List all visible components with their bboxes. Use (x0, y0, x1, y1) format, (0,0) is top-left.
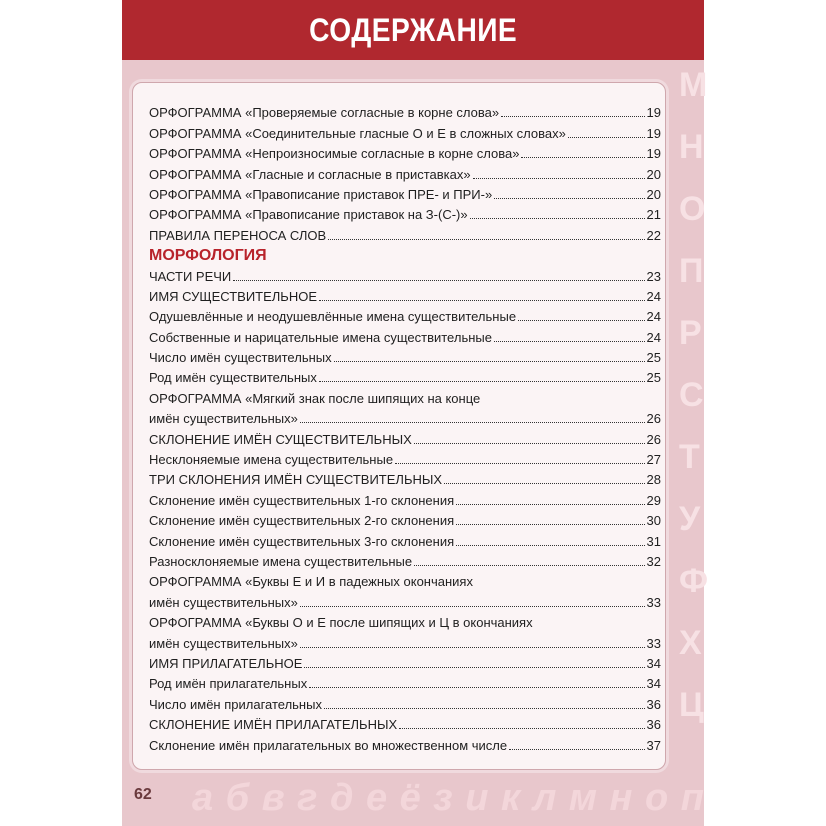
dot-leader (473, 178, 645, 179)
dot-leader (568, 137, 645, 138)
dot-leader (233, 280, 644, 281)
toc-page-number: 34 (646, 676, 661, 692)
dot-leader (456, 524, 644, 525)
dot-leader (509, 749, 644, 750)
bottom-letter: е (365, 776, 388, 819)
bottom-letter: г (297, 776, 318, 819)
toc-page-number: 33 (646, 594, 661, 610)
side-letter-column (675, 66, 709, 766)
toc-entry-label: ОРФОГРАММА «Соединительные гласные О и Е в сложных словах» (149, 125, 566, 141)
side-letter: Ф (679, 562, 709, 600)
dot-leader (456, 545, 644, 546)
toc-page-number: 19 (646, 146, 661, 162)
toc-page-number: 20 (646, 186, 661, 202)
dot-leader (470, 218, 645, 219)
toc-entry (149, 713, 661, 733)
dot-leader (300, 606, 645, 607)
toc-entry-label: Одушевлённые и неодушевлённые имена существительные (149, 309, 517, 325)
toc-entry (149, 203, 661, 223)
toc-entry (149, 162, 661, 182)
dot-leader (324, 708, 645, 709)
toc-page-number: 26 (646, 411, 661, 427)
dot-leader (494, 341, 645, 342)
toc-entry-label: Склонение имён существительных 2-го склонения (149, 513, 455, 529)
toc-entry-label: СКЛОНЕНИЕ ИМЁН СУЩЕСТВИТЕЛЬНЫХ (149, 431, 412, 447)
toc-entry (149, 550, 661, 570)
toc-page-number: 34 (646, 655, 661, 671)
book-page (122, 0, 709, 826)
section-label: МОРФОЛОГИЯ (149, 247, 267, 265)
toc-entry (149, 346, 661, 366)
side-letter: У (679, 500, 701, 538)
toc-page-number: 30 (646, 513, 661, 529)
toc-entry-label: Несклоняемые имена существительные (149, 452, 394, 468)
toc-section-heading (149, 244, 661, 264)
side-letter: Н (679, 128, 704, 166)
bottom-letter: м (568, 776, 597, 819)
toc-page-number: 27 (646, 452, 661, 468)
toc-page-number: 29 (646, 492, 661, 508)
toc-entry-label: имён существительных» (149, 594, 298, 610)
dot-leader (399, 728, 644, 729)
toc-entry (149, 509, 661, 529)
dot-leader (395, 463, 644, 464)
toc-entry-label: Число имён прилагательных (149, 696, 322, 712)
toc-entry-label: ПРАВИЛА ПЕРЕНОСА СЛОВ (149, 227, 327, 243)
toc-entry-label: ОРФОГРАММА «Проверяемые согласные в корне слова» (149, 105, 500, 121)
toc-entry-label: Число имён существительных (149, 350, 332, 366)
toc-entry (149, 264, 661, 284)
toc-entry-label: Склонение имён прилагательных во множественном числе (149, 737, 508, 753)
toc-entry (149, 366, 661, 386)
toc-entry-label: ТРИ СКЛОНЕНИЯ ИМЁН СУЩЕСТВИТЕЛЬНЫХ (149, 472, 443, 488)
dot-leader (456, 504, 644, 505)
toc-entry (149, 590, 661, 610)
toc-page-number: 22 (646, 227, 661, 243)
toc-entry-label: Собственные и нарицательные имена существительные (149, 329, 492, 345)
bottom-letter: к (500, 776, 521, 819)
toc-entry (149, 305, 661, 325)
toc-page-number: 33 (646, 635, 661, 651)
toc-entry (149, 101, 661, 121)
toc-page-number: 25 (646, 350, 661, 366)
dot-leader (494, 198, 644, 199)
dot-leader (414, 565, 644, 566)
toc-entry-line (149, 570, 661, 590)
toc-entry-label: СКЛОНЕНИЕ ИМЁН ПРИЛАГАТЕЛЬНЫХ (149, 717, 398, 733)
bottom-letter: ё (399, 776, 421, 819)
toc-entry-label: ОРФОГРАММА «Непроизносимые согласные в корне слова» (149, 146, 520, 162)
toc-page-number: 21 (646, 207, 661, 223)
dot-leader (300, 647, 645, 648)
dot-leader (518, 320, 644, 321)
toc-entry-label: ОРФОГРАММА «Гласные и согласные в приставках» (149, 166, 471, 182)
bottom-letter: п (680, 776, 704, 819)
bottom-letter: д (329, 776, 354, 819)
side-letter: Ц (679, 686, 704, 724)
toc-entry-label: имён существительных» (149, 635, 298, 651)
toc-page-number: 19 (646, 105, 661, 121)
toc-entry-label: Род имён прилагательных (149, 676, 308, 692)
bottom-letter: о (644, 776, 669, 819)
toc-entry-label: ОРФОГРАММА «Буквы О и Е после шипящих и Ц в окончаниях (149, 615, 533, 631)
toc-entry (149, 427, 661, 447)
toc-entry-label: ОРФОГРАММА «Правописание приставок ПРЕ- и ПРИ-» (149, 186, 493, 202)
toc-page-number: 25 (646, 370, 661, 386)
toc-entry (149, 223, 661, 243)
toc-entry-label: Разносклоняемые имена существительные (149, 553, 413, 569)
page-number: 62 (134, 786, 152, 803)
toc-entry (149, 672, 661, 692)
toc-entry (149, 652, 661, 672)
side-letter: М (679, 66, 708, 104)
dot-leader (304, 667, 644, 668)
dot-leader (501, 116, 644, 117)
toc-entry (149, 733, 661, 753)
bottom-letter-row (192, 776, 704, 820)
dot-leader (300, 422, 645, 423)
toc-page-number: 32 (646, 553, 661, 569)
toc-entry-label: ОРФОГРАММА «Мягкий знак после шипящих на конце (149, 390, 481, 406)
toc-page-number: 24 (646, 288, 661, 304)
toc-page-number: 28 (646, 472, 661, 488)
toc-entry-line (149, 386, 661, 406)
toc-card (132, 82, 666, 770)
toc-entry (149, 183, 661, 203)
bottom-letter: и (465, 776, 489, 819)
toc-page-number: 19 (646, 125, 661, 141)
side-letter: О (679, 190, 706, 228)
toc-entry (149, 142, 661, 162)
toc-page-number: 23 (646, 268, 661, 284)
toc-page-number: 20 (646, 166, 661, 182)
side-letter: С (679, 376, 704, 414)
table-of-contents (149, 101, 661, 754)
side-letter: Р (679, 314, 702, 352)
toc-entry (149, 407, 661, 427)
toc-entry (149, 488, 661, 508)
toc-entry-label: ОРФОГРАММА «Буквы Е и И в падежных окончаниях (149, 574, 473, 590)
dot-leader (414, 443, 645, 444)
side-letter: Х (679, 624, 702, 662)
toc-page-number: 24 (646, 329, 661, 345)
toc-entry-label: ОРФОГРАММА «Правописание приставок на З-(С-)» (149, 207, 468, 223)
toc-entry-line (149, 611, 661, 631)
page-title: СОДЕРЖАНИЕ (309, 11, 517, 48)
toc-entry-label: Род имён существительных (149, 370, 317, 386)
side-letter: П (679, 252, 704, 290)
toc-page-number: 26 (646, 431, 661, 447)
dot-leader (319, 300, 645, 301)
toc-entry (149, 529, 661, 549)
bottom-letter: а (192, 776, 214, 819)
bottom-letter: в (261, 776, 285, 819)
toc-entry-label: ИМЯ ПРИЛАГАТЕЛЬНОЕ (149, 655, 303, 671)
toc-entry (149, 285, 661, 305)
toc-entry-label: имён существительных» (149, 411, 298, 427)
toc-entry-label: ИМЯ СУЩЕСТВИТЕЛЬНОЕ (149, 288, 318, 304)
toc-entry-label: Склонение имён существительных 1-го склонения (149, 492, 455, 508)
dot-leader (319, 381, 645, 382)
header-band (122, 0, 704, 60)
toc-page-number: 36 (646, 696, 661, 712)
toc-entry (149, 631, 661, 651)
toc-entry (149, 325, 661, 345)
toc-page-number: 24 (646, 309, 661, 325)
side-letter: Т (679, 438, 700, 476)
dot-leader (521, 157, 644, 158)
bottom-letter: б (225, 776, 250, 819)
toc-entry-label: Склонение имён существительных 3-го склонения (149, 533, 455, 549)
bottom-letter: л (532, 776, 557, 819)
toc-entry (149, 121, 661, 141)
dot-leader (444, 483, 644, 484)
toc-entry-label: ЧАСТИ РЕЧИ (149, 268, 232, 284)
bottom-letter: н (609, 776, 633, 819)
dot-leader (309, 687, 644, 688)
toc-entry (149, 448, 661, 468)
toc-entry (149, 468, 661, 488)
toc-entry (149, 692, 661, 712)
dot-leader (328, 239, 644, 240)
bottom-letter: з (433, 776, 453, 819)
dot-leader (334, 361, 645, 362)
toc-page-number: 37 (646, 737, 661, 753)
toc-page-number: 31 (646, 533, 661, 549)
toc-page-number: 36 (646, 717, 661, 733)
